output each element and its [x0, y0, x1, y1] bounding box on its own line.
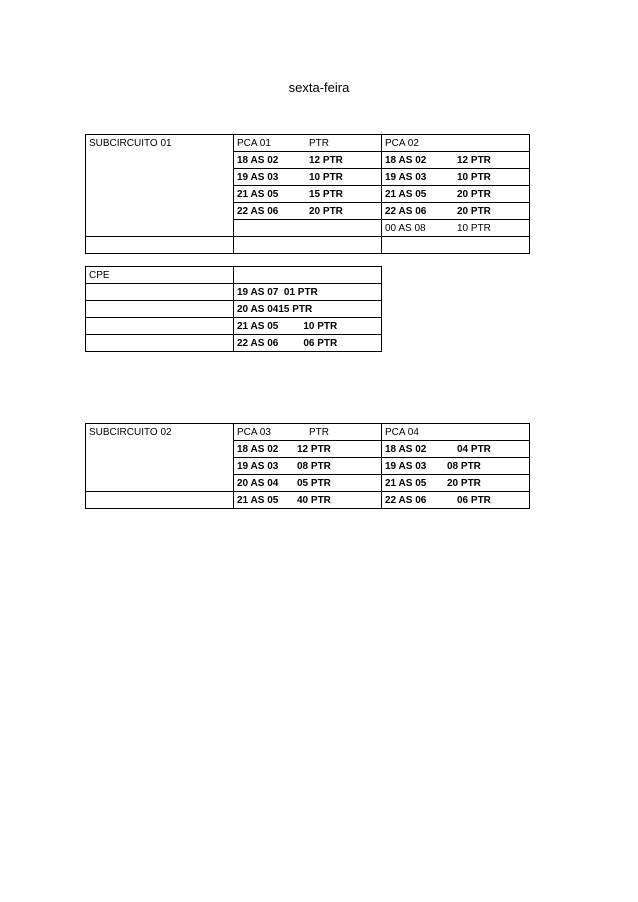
- table-row: [86, 492, 530, 509]
- cell-time: 21 AS 05: [237, 188, 279, 200]
- table-cell: [86, 284, 234, 301]
- cell-value: 40 PTR: [297, 494, 331, 506]
- table-row: [86, 441, 530, 458]
- cell-value: 20 PTR: [447, 477, 481, 489]
- page-title: sexta-feira: [288, 80, 350, 95]
- cell-value: PTR: [309, 426, 329, 438]
- cell-time: 18 AS 02: [237, 154, 279, 166]
- table-cell: 22 AS 06 06 PTR: [234, 335, 382, 352]
- cell-time: 22 AS 06: [385, 205, 427, 217]
- cell-value: 10 PTR: [309, 171, 343, 183]
- cell-value: 12 PTR: [297, 443, 331, 455]
- table-row: [86, 424, 530, 441]
- table-cell: [86, 318, 234, 335]
- table-cell: [86, 492, 234, 509]
- row-label: CPE: [86, 267, 234, 284]
- table-row: [86, 458, 530, 475]
- cell-value: 12 PTR: [309, 154, 343, 166]
- cell-time: 19 AS 03: [237, 460, 279, 472]
- table-row: [86, 203, 530, 220]
- table-row: [86, 301, 382, 318]
- cell-time: 00 AS 08: [385, 222, 426, 234]
- table-cell: [234, 169, 382, 186]
- table-cell: [234, 441, 382, 458]
- table-row: [86, 475, 530, 492]
- table-cell: [86, 186, 234, 203]
- cell-time: 19 AS 03: [237, 171, 279, 183]
- cell-time: 21 AS 05: [385, 188, 427, 200]
- table-cell: [382, 492, 530, 509]
- table-row: [86, 220, 530, 237]
- table-cell: 21 AS 05 10 PTR: [234, 318, 382, 335]
- cell-time: 19 AS 03: [385, 460, 427, 472]
- table-cell: [382, 458, 530, 475]
- table-row: [86, 135, 530, 152]
- table-row: [86, 152, 530, 169]
- table-cell: [382, 475, 530, 492]
- subcircuito-02-table: [85, 423, 530, 509]
- table-cell: [234, 203, 382, 220]
- table-cell: [382, 203, 530, 220]
- table-cell: [234, 135, 382, 152]
- cell-time: 18 AS 02: [385, 443, 427, 455]
- table-cell: 20 AS 0415 PTR: [234, 301, 382, 318]
- table-cell: [234, 220, 382, 237]
- table-cell: [234, 152, 382, 169]
- cell-time: 19 AS 03: [385, 171, 427, 183]
- table-cell: [234, 458, 382, 475]
- table-row: [86, 318, 382, 335]
- cell-time: 22 AS 06: [237, 205, 279, 217]
- table-cell: [234, 267, 382, 284]
- table-cell: 19 AS 07 01 PTR: [234, 284, 382, 301]
- table-cell: [382, 152, 530, 169]
- table-cell: [86, 237, 234, 254]
- table-cell: [382, 169, 530, 186]
- cell-value: PTR: [309, 137, 329, 149]
- cell-value: 05 PTR: [297, 477, 331, 489]
- cell-time: 18 AS 02: [237, 443, 279, 455]
- cell-value: 08 PTR: [447, 460, 481, 472]
- cell-value: 06 PTR: [457, 494, 491, 506]
- cell-value: 15 PTR: [309, 188, 343, 200]
- table-cell: [382, 237, 530, 254]
- table-cell: [234, 475, 382, 492]
- row-label: SUBCIRCUITO 02: [86, 424, 234, 441]
- cell-time: 21 AS 05: [385, 477, 427, 489]
- table-cell: [234, 237, 382, 254]
- subcircuito-01-table: [85, 134, 530, 254]
- table-cell: [382, 135, 530, 152]
- cell-value: 10 PTR: [457, 222, 491, 234]
- cell-time: PCA 04: [385, 426, 419, 438]
- table-row: [86, 284, 382, 301]
- table-row: [86, 237, 530, 254]
- table-cell: [86, 441, 234, 458]
- table-cell: [382, 220, 530, 237]
- table-row: [86, 267, 382, 284]
- table-cell: [382, 441, 530, 458]
- cell-time: 21 AS 05: [237, 494, 279, 506]
- cell-value: 04 PTR: [457, 443, 491, 455]
- cell-value: 12 PTR: [457, 154, 491, 166]
- cell-value: 20 PTR: [457, 205, 491, 217]
- table-cell: [86, 335, 234, 352]
- table-row: [86, 186, 530, 203]
- table-cell: [234, 424, 382, 441]
- cell-value: 20 PTR: [309, 205, 343, 217]
- table-cell: [382, 186, 530, 203]
- cell-value: 10 PTR: [457, 171, 491, 183]
- table-cell: [234, 186, 382, 203]
- cell-time: PCA 01: [237, 137, 271, 149]
- cell-time: 22 AS 06: [385, 494, 427, 506]
- table-cell: [86, 458, 234, 475]
- cpe-table: [85, 266, 382, 352]
- row-label: SUBCIRCUITO 01: [86, 135, 234, 152]
- table-cell: [86, 169, 234, 186]
- cell-value: 08 PTR: [297, 460, 331, 472]
- table-cell: [86, 220, 234, 237]
- cell-time: 20 AS 04: [237, 477, 279, 489]
- table-cell: [86, 203, 234, 220]
- cell-time: 18 AS 02: [385, 154, 427, 166]
- table-cell: [86, 152, 234, 169]
- cell-time: PCA 02: [385, 137, 419, 149]
- table-cell: [86, 301, 234, 318]
- cell-value: 20 PTR: [457, 188, 491, 200]
- table-cell: [234, 492, 382, 509]
- table-row: [86, 169, 530, 186]
- cell-time: PCA 03: [237, 426, 271, 438]
- table-cell: [382, 424, 530, 441]
- table-cell: [86, 475, 234, 492]
- table-row: [86, 335, 382, 352]
